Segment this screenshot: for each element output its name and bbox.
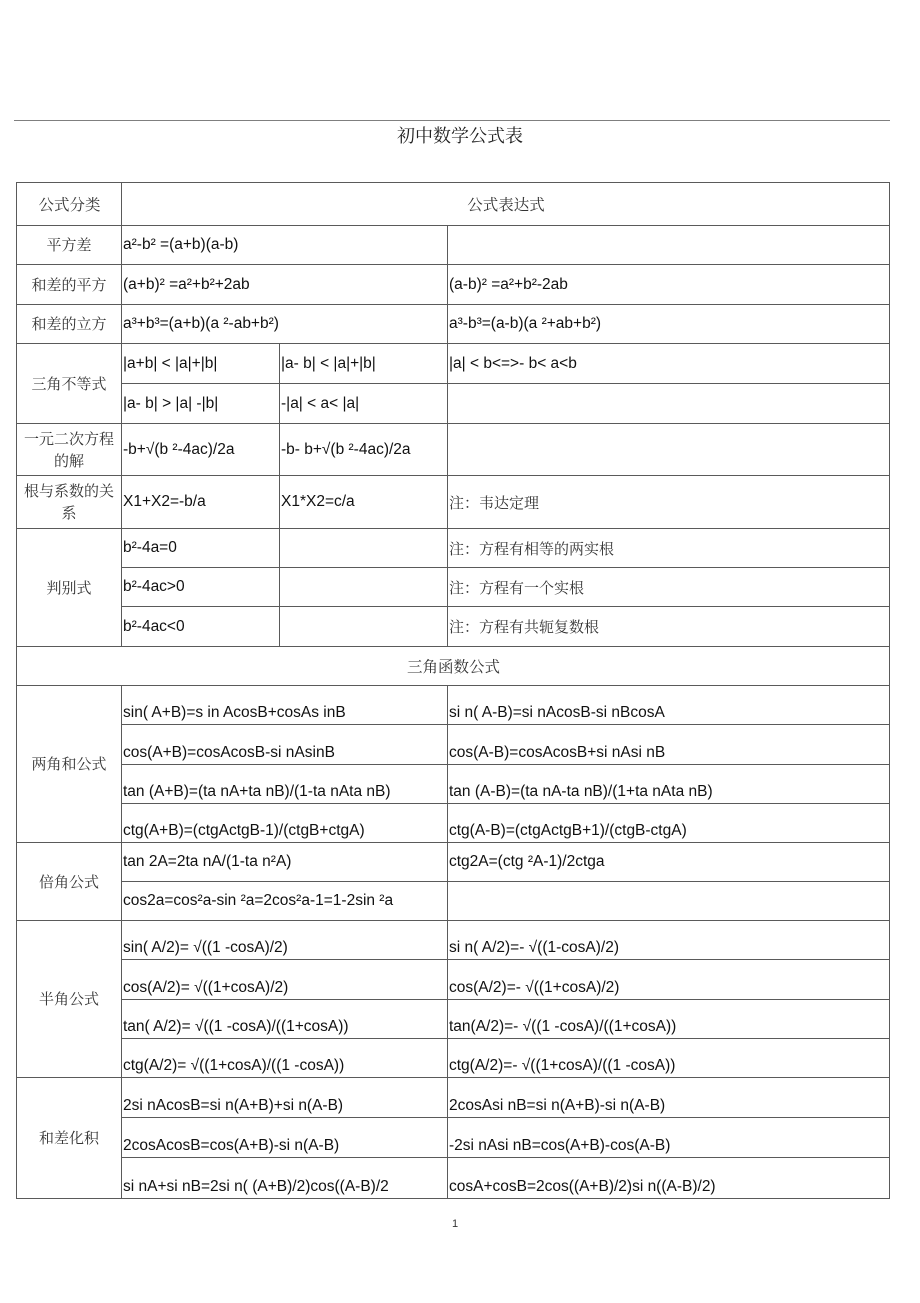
table-row <box>17 344 890 384</box>
formula-cell: 2cosAsi nB=si n(A+B)-si n(A-B) <box>448 1078 890 1118</box>
formula-cell: tan 2A=2ta nA/(1-ta n²A) <box>122 843 448 882</box>
note-cell: 注：韦达定理 <box>448 476 890 529</box>
formula-cell: X1+X2=-b/a <box>122 476 280 529</box>
table-row <box>17 424 890 476</box>
empty-cell <box>280 607 448 647</box>
formula-cell: b²-4ac<0 <box>122 607 280 647</box>
formula-cell: sin( A+B)=s in AcosB+cosAs inB <box>122 686 448 725</box>
table-row <box>17 882 890 921</box>
table-row <box>17 1078 890 1118</box>
category-cell: 判别式 <box>17 529 122 647</box>
formula-cell: cos(A/2)=- √((1+cosA)/2) <box>448 960 890 1000</box>
formula-cell: |a| < b<=>- b< a<b <box>448 344 890 384</box>
formula-cell: tan( A/2)= √((1 -cosA)/((1+cosA)) <box>122 1000 448 1039</box>
page-number: 1 <box>451 1218 459 1230</box>
formula-cell: a³+b³=(a+b)(a ²-ab+b²) <box>122 305 448 344</box>
table-row <box>17 476 890 529</box>
table-row <box>17 226 890 265</box>
formula-cell: |a+b| < |a|+|b| <box>122 344 280 384</box>
formula-cell: cos2a=cos²a-sin ²a=2cos²a-1=1-2sin ²a <box>122 882 448 921</box>
table-row <box>17 921 890 960</box>
empty-cell <box>280 529 448 568</box>
header-row <box>17 183 890 226</box>
header-expression: 公式表达式 <box>122 183 890 226</box>
note-cell: 注：方程有共轭复数根 <box>448 607 890 647</box>
table-row <box>17 568 890 607</box>
formula-cell: ctg(A/2)= √((1+cosA)/((1 -cosA)) <box>122 1039 448 1078</box>
formula-cell: |a- b| > |a| -|b| <box>122 384 280 424</box>
header-rule <box>14 120 890 121</box>
empty-cell <box>280 568 448 607</box>
formula-cell: -2si nAsi nB=cos(A+B)-cos(A-B) <box>448 1118 890 1158</box>
formula-cell: cos(A+B)=cosAcosB-si nAsinB <box>122 725 448 765</box>
formula-cell: cosA+cosB=2cos((A+B)/2)si n((A-B)/2) <box>448 1158 890 1199</box>
category-cell: 和差的立方 <box>17 305 122 344</box>
formula-cell: tan(A/2)=- √((1 -cosA)/((1+cosA)) <box>448 1000 890 1039</box>
empty-cell <box>448 384 890 424</box>
formula-cell: cos(A/2)= √((1+cosA)/2) <box>122 960 448 1000</box>
table-row <box>17 686 890 725</box>
note-cell: 注：方程有一个实根 <box>448 568 890 607</box>
table-row <box>17 1118 890 1158</box>
table-row <box>17 765 890 804</box>
formula-cell: cos(A-B)=cosAcosB+si nAsi nB <box>448 725 890 765</box>
trig-heading: 三角函数公式 <box>17 647 890 686</box>
formula-cell: 2si nAcosB=si n(A+B)+si n(A-B) <box>122 1078 448 1118</box>
formula-table <box>16 182 890 1199</box>
table-row <box>17 529 890 568</box>
category-cell: 两角和公式 <box>17 686 122 843</box>
note-cell: 注：方程有相等的两实根 <box>448 529 890 568</box>
category-cell: 根与系数的关系 <box>17 476 122 529</box>
formula-cell: a²-b² =(a+b)(a-b) <box>122 226 448 265</box>
category-cell: 平方差 <box>17 226 122 265</box>
table-row <box>17 1039 890 1078</box>
empty-cell <box>448 226 890 265</box>
formula-cell: b²-4a=0 <box>122 529 280 568</box>
formula-cell: X1*X2=c/a <box>280 476 448 529</box>
page-title: 初中数学公式表 <box>397 126 523 147</box>
formula-cell: 2cosAcosB=cos(A+B)-si n(A-B) <box>122 1118 448 1158</box>
table-row <box>17 725 890 765</box>
formula-cell: tan (A-B)=(ta nA-ta nB)/(1+ta nAta nB) <box>448 765 890 804</box>
table-row <box>17 843 890 882</box>
empty-cell <box>448 882 890 921</box>
section-heading-row <box>17 647 890 686</box>
formula-cell: sin( A/2)= √((1 -cosA)/2) <box>122 921 448 960</box>
empty-cell <box>448 424 890 476</box>
formula-cell: ctg(A+B)=(ctgActgB-1)/(ctgB+ctgA) <box>122 804 448 843</box>
category-cell: 半角公式 <box>17 921 122 1078</box>
formula-cell: ctg2A=(ctg ²A-1)/2ctga <box>448 843 890 882</box>
formula-cell: ctg(A-B)=(ctgActgB+1)/(ctgB-ctgA) <box>448 804 890 843</box>
category-cell: 倍角公式 <box>17 843 122 921</box>
formula-cell: si n( A-B)=si nAcosB-si nBcosA <box>448 686 890 725</box>
formula-cell: -|a| < a< |a| <box>280 384 448 424</box>
table-row <box>17 305 890 344</box>
header-category: 公式分类 <box>17 183 122 226</box>
formula-cell: tan (A+B)=(ta nA+ta nB)/(1-ta nAta nB) <box>122 765 448 804</box>
formula-cell: b²-4ac>0 <box>122 568 280 607</box>
table-row <box>17 384 890 424</box>
category-cell: 和差化积 <box>17 1078 122 1199</box>
category-cell: 和差的平方 <box>17 265 122 305</box>
category-cell: 一元二次方程的解 <box>17 424 122 476</box>
table-row <box>17 265 890 305</box>
formula-cell: (a+b)² =a²+b²+2ab <box>122 265 448 305</box>
table-row <box>17 1158 890 1199</box>
formula-cell: (a-b)² =a²+b²-2ab <box>448 265 890 305</box>
formula-cell: ctg(A/2)=- √((1+cosA)/((1 -cosA)) <box>448 1039 890 1078</box>
formula-cell: si nA+si nB=2si n( (A+B)/2)cos((A-B)/2 <box>122 1158 448 1199</box>
table-row <box>17 607 890 647</box>
formula-cell: -b+√(b ²-4ac)/2a <box>122 424 280 476</box>
formula-cell: si n( A/2)=- √((1-cosA)/2) <box>448 921 890 960</box>
formula-cell: a³-b³=(a-b)(a ²+ab+b²) <box>448 305 890 344</box>
table-row <box>17 960 890 1000</box>
formula-cell: -b- b+√(b ²-4ac)/2a <box>280 424 448 476</box>
table-row <box>17 1000 890 1039</box>
category-cell: 三角不等式 <box>17 344 122 424</box>
formula-cell: |a- b| < |a|+|b| <box>280 344 448 384</box>
table-row <box>17 804 890 843</box>
